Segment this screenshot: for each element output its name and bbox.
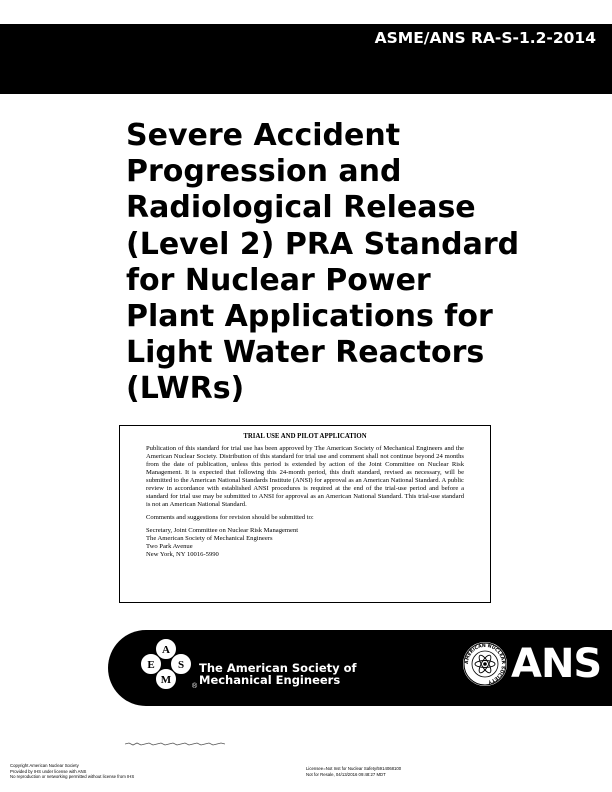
asme-logo-icon bbox=[140, 638, 192, 690]
address-line: New York, NY 10016-5990 bbox=[146, 551, 219, 558]
footer-line: No reproduction or networking permitted without license from IHS bbox=[10, 774, 135, 780]
ans-wordmark: ANS bbox=[511, 641, 602, 687]
title-line: Progression and bbox=[126, 154, 402, 190]
asme-logo-letter: A bbox=[162, 644, 170, 656]
scribble-mark-icon bbox=[125, 741, 225, 747]
title-line: (LWRs) bbox=[126, 371, 245, 407]
trial-use-paragraph: Publication of this standard for trial use has been approved by The American Society of Mechanical Engineers and the American Nuclear Society. Distribution of this standard for trial use and comment shall not continue beyond 24 months from the date of publication, unless this period is extended by action of the Joint Committee on Nuclear Risk Management. It is expected that following this 24-month period, this draft standard, revised as necessary, will be submitted to the American National Standards Institute (ANSI) for approval as an American National Standard. A public review in accordance with established ANSI procedures is required at the end of the trial-use period and before a standard for trial use may be submitted to ANSI for approval as an American National Standard. This trial-use standard is not an American National Standard. bbox=[146, 445, 464, 508]
title-line: Severe Accident bbox=[126, 118, 401, 153]
footer-line: Provided by IHS under license with ANS bbox=[10, 768, 87, 774]
address-line: Two Park Avenue bbox=[146, 543, 193, 550]
title-line: (Level 2) PRA Standard bbox=[126, 226, 520, 262]
document-title bbox=[126, 118, 606, 408]
footer-license bbox=[306, 766, 401, 777]
footer-copyright bbox=[10, 763, 134, 780]
trial-use-notice-box bbox=[119, 425, 491, 603]
asme-name-line: The American Society of bbox=[199, 661, 357, 675]
asme-logo-letter: S bbox=[177, 659, 185, 671]
title-line: for Nuclear Power bbox=[126, 262, 431, 298]
document-number: ASME/ANS RA-S-1.2-2014 bbox=[374, 29, 596, 47]
ans-seal-ring-text: AMERICAN NUCLEAR SOCIETY bbox=[464, 643, 506, 684]
footer-line: Not for Resale, 04/13/2016 09:48:27 MDT bbox=[306, 771, 386, 777]
asme-name-line: Mechanical Engineers bbox=[199, 673, 341, 687]
registered-mark: ® bbox=[192, 683, 198, 690]
mailing-address bbox=[146, 527, 464, 559]
address-line: Secretary, Joint Committee on Nuclear Risk Management bbox=[146, 527, 299, 534]
address-line: The American Society of Mechanical Engineers bbox=[146, 535, 273, 542]
asme-logo-letter: E bbox=[147, 659, 155, 671]
asme-logo-letter: M bbox=[160, 674, 172, 686]
ans-seal-icon bbox=[462, 641, 508, 687]
title-line: Plant Applications for bbox=[126, 299, 493, 335]
footer-line: Copyright American Nuclear Society bbox=[10, 763, 79, 768]
footer-line: Licensee=Not Inst for Nuclear Safety/5914068100 bbox=[306, 766, 402, 771]
trial-use-heading: TRIAL USE AND PILOT APPLICATION bbox=[243, 433, 367, 440]
title-line: Light Water Reactors bbox=[126, 335, 485, 371]
comments-paragraph: Comments and suggestions for revision should be submitted to: bbox=[146, 514, 314, 521]
title-line: Radiological Release bbox=[126, 190, 476, 226]
asme-name bbox=[199, 662, 357, 686]
